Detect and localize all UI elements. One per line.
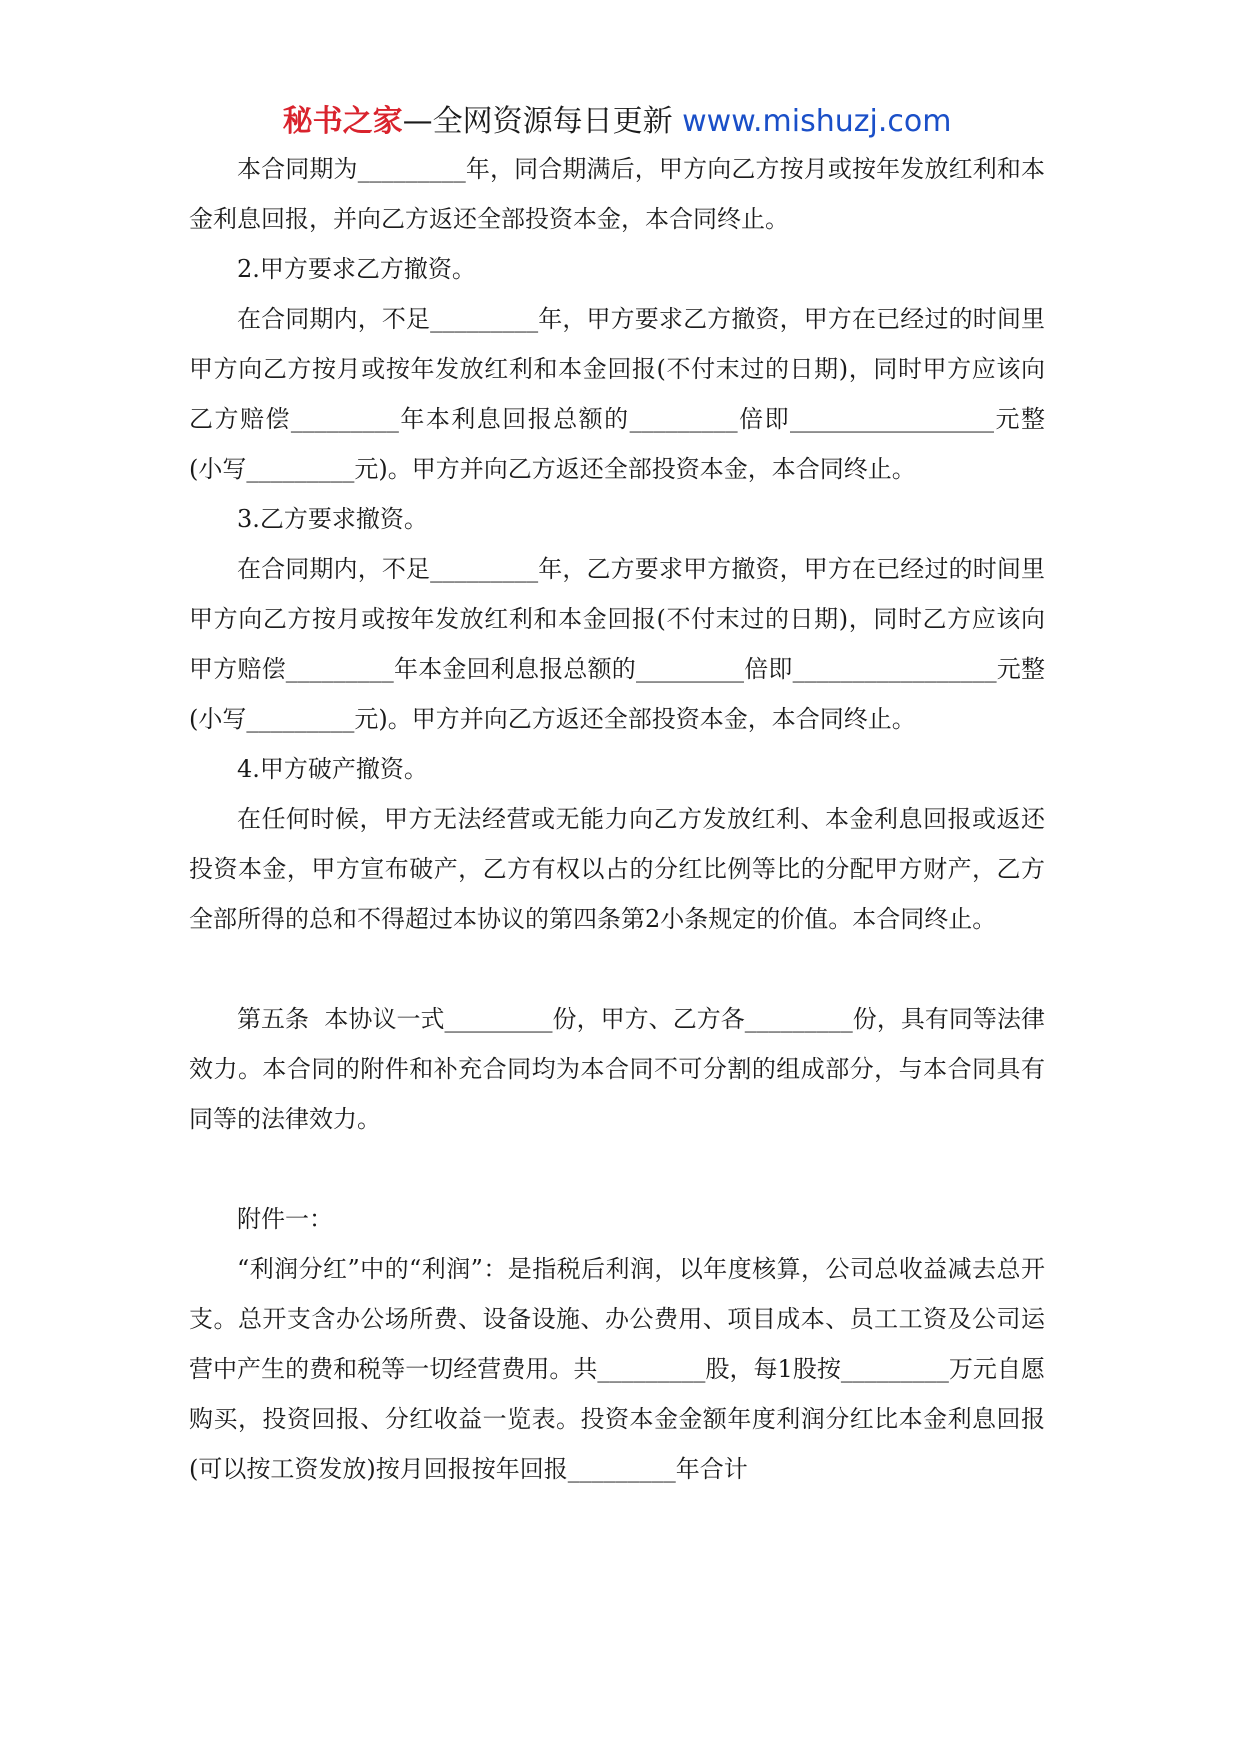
spacer (189, 944, 1045, 994)
brand-slogan: —全网资源每日更新 (402, 104, 673, 139)
paragraph-bankruptcy: 在任何时候，甲方无法经营或无能力向乙方发放红利、本金利息回报或返还投资本金，甲方宣布破产，乙方有权以占的分红比例等比的分配甲方财产，乙方全部所得的总和不得超过本协议的第四条第2小条规定的价值。本合同终止。 (189, 805, 1045, 933)
paragraph-term: 本合同期为_________年，同合期满后，甲方向乙方按月或按年发放红利和本金利息回报，并向乙方返还全部投资本金，本合同终止。 (189, 155, 1045, 233)
clause-heading-2: 2.甲方要求乙方撤资。 (237, 255, 476, 283)
attachment-profit-definition: “利润分红”中的“利润”：是指税后利润，以年度核算，公司总收益减去总开支。总开支含办公场所费、设备设施、办公费用、项目成本、员工工资及公司运营中产生的费和税等一切经营费用。共_________股，每1股按_________万元自愿购买，投资回报、分红收益一览表。投资本金金额年度利润分红比本金利息回报(可以按工资发放)按月回报按年回报_________年合计 (189, 1255, 1045, 1483)
site-url[interactable]: www.mishuzj.com (682, 104, 952, 139)
paragraph-party-a-withdraw: 在合同期内，不足_________年，甲方要求乙方撤资，甲方在已经过的时间里甲方向乙方按月或按年发放红利和本金回报(不付末过的日期)，同时甲方应该向乙方赔偿_________年本利息回报总额的_________倍即_________________元整(小写_________元)。甲方并向乙方返还全部投资本金，本合同终止。 (189, 305, 1045, 483)
attachment-heading: 附件一： (237, 1205, 333, 1233)
article-five: 第五条 本协议一式_________份，甲方、乙方各_________份，具有同等法律效力。本合同的附件和补充合同均为本合同不可分割的组成部分，与本合同具有同等的法律效力。 (189, 1005, 1045, 1133)
clause-heading-3: 3.乙方要求撤资。 (237, 505, 428, 533)
spacer (189, 1144, 1045, 1194)
watermark-header (0, 102, 1234, 142)
contract-body (189, 144, 1045, 1494)
brand-name: 秘书之家 (282, 104, 403, 139)
clause-heading-4: 4.甲方破产撤资。 (237, 755, 428, 783)
paragraph-party-b-withdraw: 在合同期内，不足_________年，乙方要求甲方撤资，甲方在已经过的时间里甲方向乙方按月或按年发放红利和本金回报(不付末过的日期)，同时乙方应该向甲方赔偿_________年本金回利息报总额的_________倍即_________________元整(小写_________元)。甲方并向乙方返还全部投资本金，本合同终止。 (189, 555, 1045, 733)
